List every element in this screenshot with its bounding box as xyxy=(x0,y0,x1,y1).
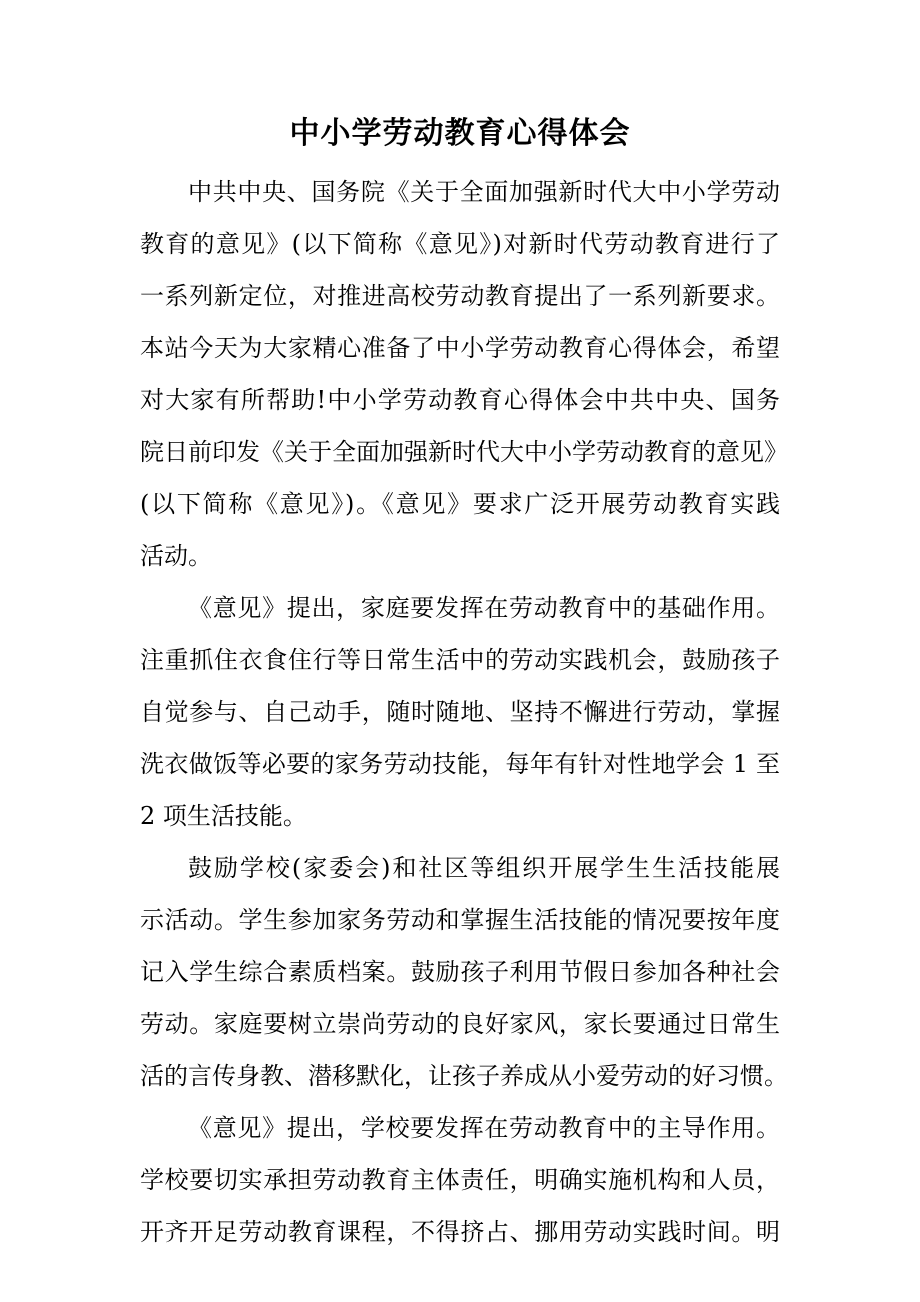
paragraph-1-line-4: 本站今天为大家精心准备了中小学劳动教育心得体会，希望 xyxy=(140,334,780,362)
paragraph-1-line-1: 中共中央、国务院《关于全面加强新时代大中小学劳动 xyxy=(188,178,780,206)
paragraph-4-line-1: 《意见》提出，学校要发挥在劳动教育中的主导作用。 xyxy=(188,1114,780,1142)
paragraph-2-line-2: 注重抓住衣食住行等日常生活中的劳动实践机会，鼓励孩子 xyxy=(140,646,780,674)
paragraph-4-line-2: 学校要切实承担劳动教育主体责任，明确实施机构和人员， xyxy=(140,1166,780,1194)
paragraph-3-line-1: 鼓励学校(家委会)和社区等组织开展学生生活技能展 xyxy=(188,854,780,882)
paragraph-3-line-3: 记入学生综合素质档案。鼓励孩子利用节假日参加各种社会 xyxy=(140,958,780,986)
paragraph-2-line-3: 自觉参与、自己动手，随时随地、坚持不懈进行劳动，掌握 xyxy=(140,698,780,726)
paragraph-2-line-5: 2 项生活技能。 xyxy=(140,802,307,830)
document-body xyxy=(140,166,788,1258)
paragraph-1-line-7: (以下简称《意见》)。《意见》要求广泛开展劳动教育实践 xyxy=(140,490,780,518)
paragraph-1-line-2: 教育的意见》(以下简称《意见》)对新时代劳动教育进行了 xyxy=(140,230,780,258)
paragraph-3-line-4: 劳动。家庭要树立崇尚劳动的良好家风，家长要通过日常生 xyxy=(140,1010,780,1038)
paragraph-2-line-1: 《意见》提出，家庭要发挥在劳动教育中的基础作用。 xyxy=(188,594,780,622)
paragraph-3-line-5: 活的言传身教、潜移默化，让孩子养成从小爱劳动的好习惯。 xyxy=(140,1062,788,1090)
paragraph-3-line-2: 示活动。学生参加家务劳动和掌握生活技能的情况要按年度 xyxy=(140,906,780,934)
paragraph-1-line-8: 活动。 xyxy=(140,542,212,570)
paragraph-1-line-6: 院日前印发《关于全面加强新时代大中小学劳动教育的意见》 xyxy=(140,438,788,466)
paragraph-1-line-5: 对大家有所帮助!中小学劳动教育心得体会中共中央、国务 xyxy=(140,386,780,414)
paragraph-4-line-3: 开齐开足劳动教育课程，不得挤占、挪用劳动实践时间。明 xyxy=(140,1218,780,1246)
paragraph-1-line-3: 一系列新定位，对推进高校劳动教育提出了一系列新要求。 xyxy=(140,282,780,310)
paragraph-2-line-4: 洗衣做饭等必要的家务劳动技能，每年有针对性地学会 1 至 xyxy=(140,750,780,778)
document-title: 中小学劳动教育心得体会 xyxy=(289,116,631,151)
